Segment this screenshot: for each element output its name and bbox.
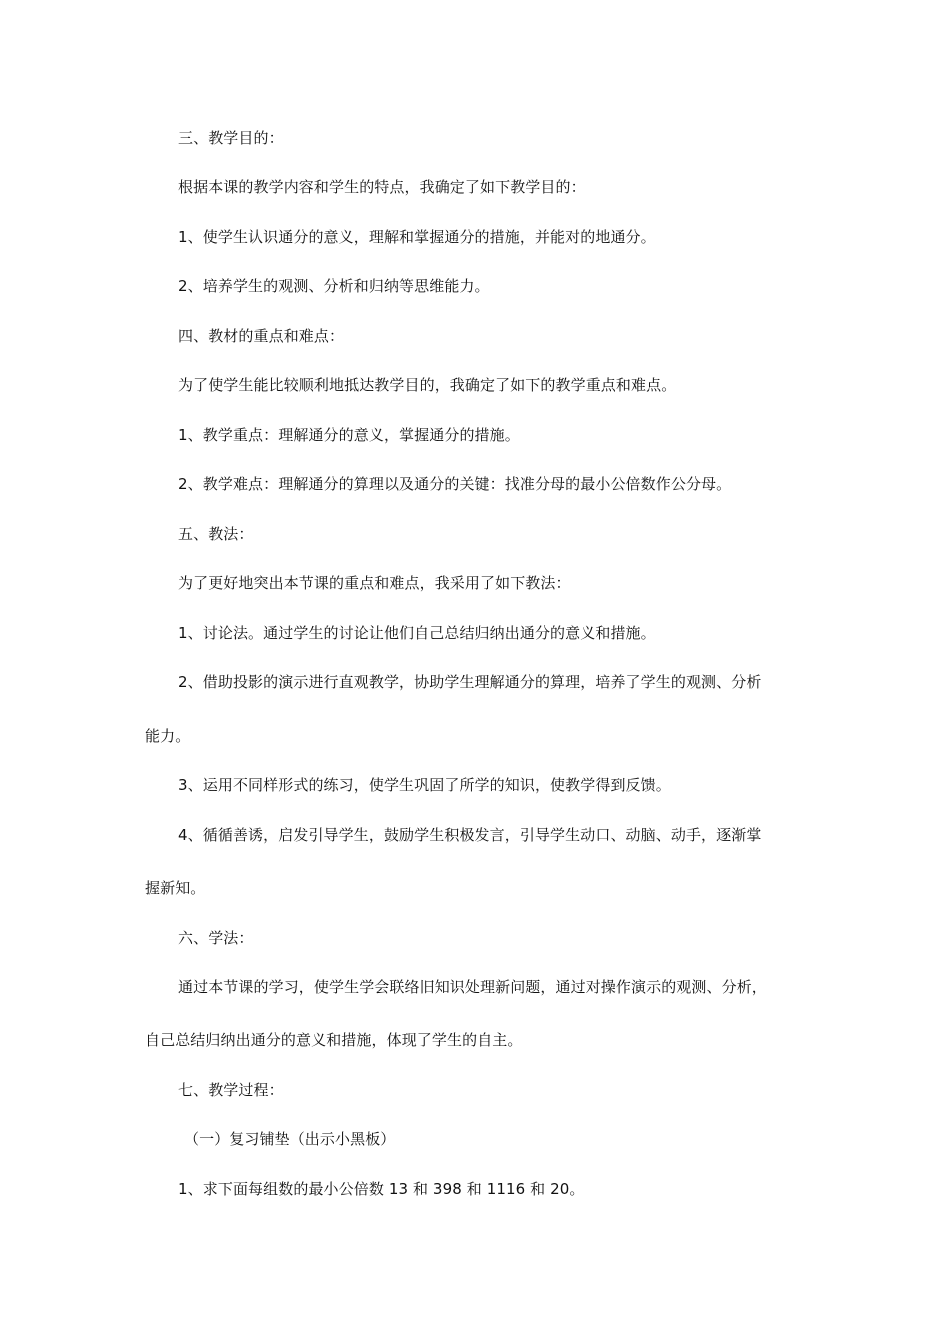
list-item: 1、教学重点：理解通分的意义，掌握通分的措施。 bbox=[178, 426, 520, 444]
paragraph: 通过本节课的学习，使学生学会联络旧知识处理新问题，通过对操作演示的观测、分析， bbox=[178, 978, 767, 996]
list-item: 1、使学生认识通分的意义，理解和掌握通分的措施，并能对的地通分。 bbox=[178, 228, 656, 246]
paragraph: 为了使学生能比较顺利地抵达教学目的，我确定了如下的教学重点和难点。 bbox=[178, 376, 677, 394]
subheading-review: （一）复习铺垫（出示小黑板） bbox=[184, 1130, 396, 1148]
paragraph: 为了更好地突出本节课的重点和难点，我采用了如下教法： bbox=[178, 574, 571, 592]
paragraph: 根据本课的教学内容和学生的特点，我确定了如下教学目的： bbox=[178, 178, 586, 196]
list-item: 1、讨论法。通过学生的讨论让他们自己总结归纳出通分的意义和措施。 bbox=[178, 624, 656, 642]
section-heading-teaching-method: 五、教法： bbox=[178, 525, 254, 543]
list-item: 2、教学难点：理解通分的算理以及通分的关键：找准分母的最小公倍数作公分母。 bbox=[178, 475, 732, 493]
list-item: 4、循循善诱，启发引导学生，鼓励学生积极发言，引导学生动口、动脑、动手，逐渐掌 bbox=[178, 826, 762, 844]
list-item: 2、培养学生的观测、分析和归纳等思维能力。 bbox=[178, 277, 490, 295]
list-item: 2、借助投影的演示进行直观教学，协助学生理解通分的算理，培养了学生的观测、分析 bbox=[178, 673, 762, 691]
list-item-continuation: 能力。 bbox=[145, 727, 191, 745]
list-item: 3、运用不同样形式的练习，使学生巩固了所学的知识，使教学得到反馈。 bbox=[178, 776, 671, 794]
list-item: 1、求下面每组数的最小公倍数 13 和 398 和 1116 和 20。 bbox=[178, 1180, 585, 1198]
section-heading-key-points: 四、教材的重点和难点： bbox=[178, 327, 345, 345]
section-heading-learning-method: 六、学法： bbox=[178, 929, 254, 947]
section-heading-objectives: 三、教学目的： bbox=[178, 129, 284, 147]
list-item-continuation: 握新知。 bbox=[145, 879, 206, 897]
paragraph-continuation: 自己总结归纳出通分的意义和措施，体现了学生的自主。 bbox=[145, 1031, 523, 1049]
section-heading-teaching-process: 七、教学过程： bbox=[178, 1081, 284, 1099]
